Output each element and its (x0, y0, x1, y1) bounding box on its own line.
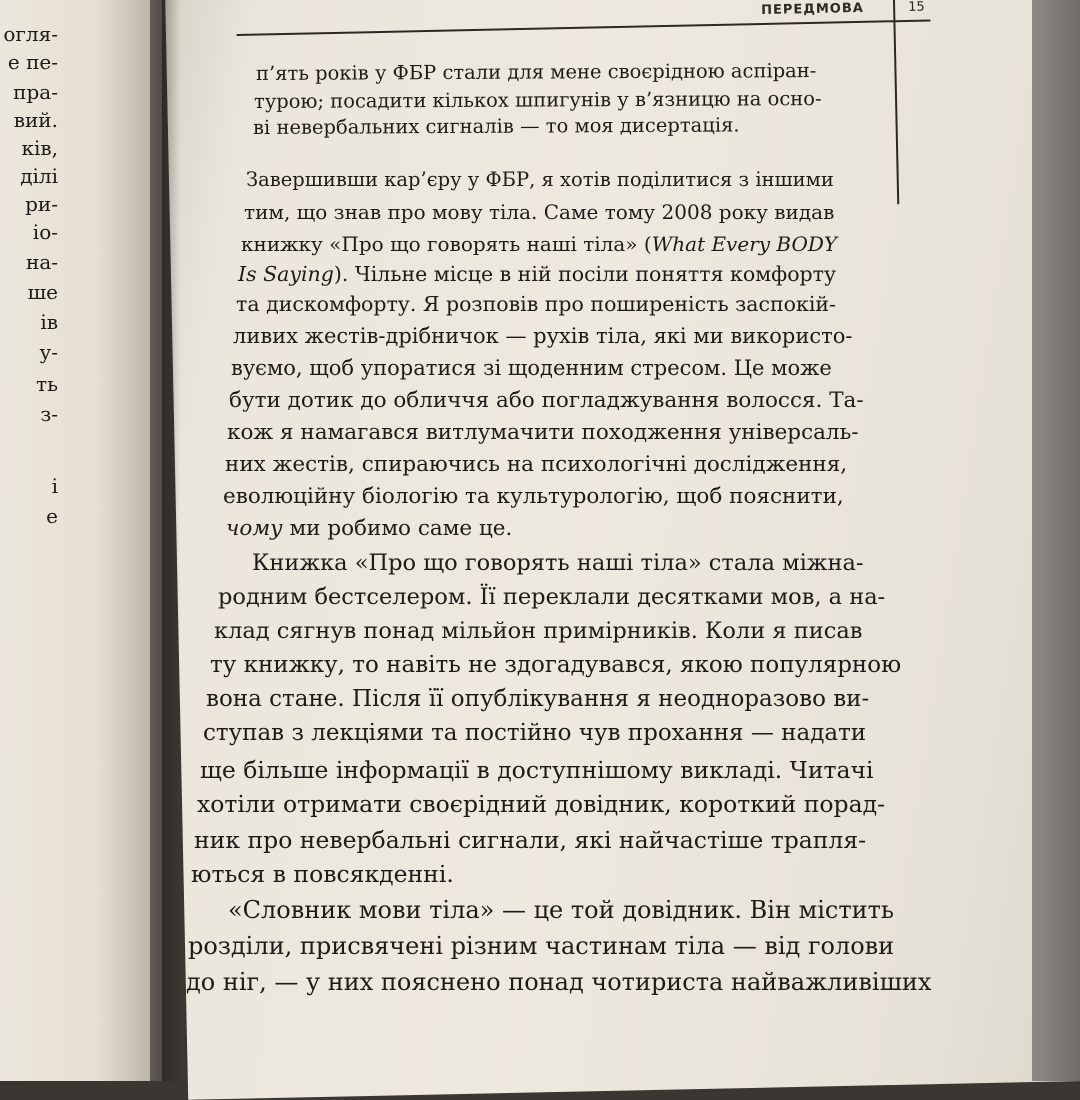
left-page (0, 0, 162, 1081)
left-page-line: ше (27, 280, 58, 304)
text-line (238, 262, 836, 286)
text-line: еволюційну біологію та культурологію, щоб пояснити, (223, 484, 844, 509)
text-line: «Словник мови тіла» — це той довідник. Він містить (228, 896, 894, 924)
left-page-line: е (46, 504, 58, 528)
text-line: них жестів, спираючись на психологічні дослідження, (225, 452, 848, 477)
text-span: ). Чільне місце в ній посіли поняття комфорту (333, 262, 837, 286)
text-line: до ніг, — у них пояснено понад чотириста найважливіших (186, 968, 932, 996)
text-span: книжку «Про що говорять наші тіла» ( (241, 232, 652, 256)
text-line: вуємо, щоб упоратися зі щоденним стресом. Це може (231, 356, 832, 380)
book-cover-edge (1032, 0, 1080, 1081)
page-number: 15 (907, 0, 925, 15)
left-page-line: у- (39, 340, 58, 364)
left-page-line: ів (40, 310, 58, 334)
text-line: хотіли отримати своєрідний довідник, короткий порад- (197, 790, 886, 818)
left-page-line: з- (40, 402, 58, 426)
left-page-line: е пе- (7, 50, 58, 74)
left-page-line: огля- (3, 22, 58, 46)
left-page-line: вий. (13, 108, 58, 132)
text-line: розділи, присвячені різним частинам тіла — від голови (188, 932, 895, 960)
text-line: кож я намагався витлумачити походження універсаль- (227, 420, 859, 445)
text-line: Завершивши кар’єру у ФБР, я хотів поділитися з іншими (246, 168, 834, 191)
left-page-line: ділі (20, 164, 58, 188)
left-page-line: пра- (13, 80, 58, 104)
left-page-line: іо- (32, 220, 58, 244)
text-line: ту книжку, то навіть не здогадувався, якою популярною (210, 652, 902, 678)
text-line: Книжка «Про що говорять наші тіла» стала міжна- (252, 550, 864, 576)
left-page-line: на- (25, 250, 58, 274)
book-title-en: Is Saying (238, 262, 334, 286)
text-line: родним бестселером. Її переклали десятками мов, а на- (218, 584, 886, 610)
text-line: ник про невербальні сигнали, які найчастіше трапля- (194, 826, 867, 854)
left-page-line: ри- (25, 192, 58, 216)
text-line: та дискомфорту. Я розповів про поширеність заспокій- (236, 292, 836, 316)
book-gutter (150, 0, 180, 1081)
text-line: ються в повсякденні. (191, 860, 454, 888)
text-line (226, 516, 512, 541)
emphasis: чому (226, 516, 283, 541)
text-line: турою; посадити кількох шпигунів у в’язницю на осно- (253, 87, 822, 113)
book-title-en: What Every BODY (651, 232, 838, 256)
text-line: ливих жестів-дрібничок — рухів тіла, які ми використо- (233, 324, 853, 348)
chapter-title: ПЕРЕДМОВА (761, 0, 865, 19)
text-line (241, 232, 837, 256)
text-line: ступав з лекціями та постійно чув прохання — надати (203, 720, 867, 746)
left-page-line: і (51, 474, 58, 498)
text-line: ві невербальних сигналів — то моя дисертація. (252, 113, 740, 139)
left-page-line: ків, (21, 136, 58, 160)
text-line: клад сягнув понад мільйон примірників. Коли я писав (214, 618, 863, 644)
text-line: тим, що знав про мову тіла. Саме тому 2008 року видав (244, 200, 835, 224)
left-page-line: ть (36, 372, 58, 396)
text-line: п’ять років у ФБР стали для мене своєрідною аспіран- (255, 59, 817, 85)
text-span: ми робимо саме це. (282, 516, 513, 541)
text-line: вона стане. Після її опублікування я неодноразово ви- (206, 686, 870, 712)
text-line: ще більше інформації в доступнішому викладі. Читачі (200, 756, 874, 784)
text-line: бути дотик до обличчя або погладжування волосся. Та- (229, 388, 864, 413)
